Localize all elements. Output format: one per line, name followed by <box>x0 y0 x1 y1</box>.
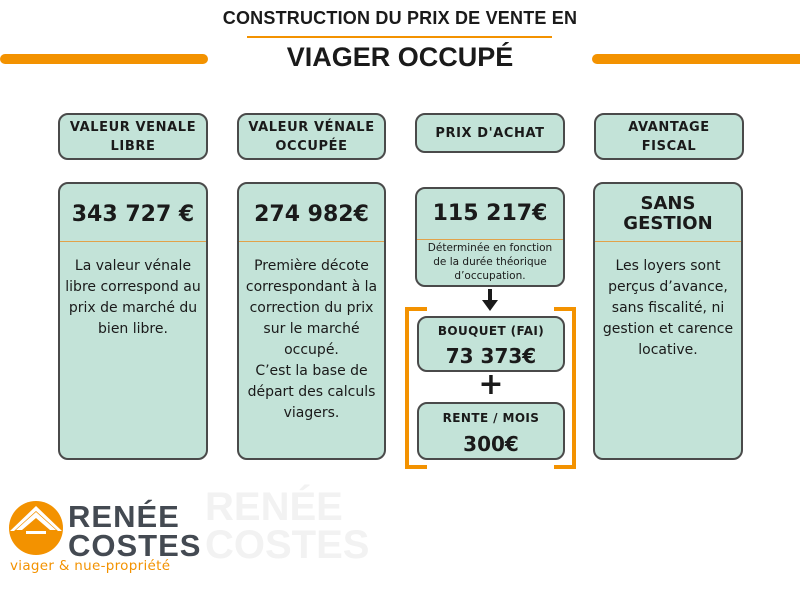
desc-prix-achat: Déterminée en fonction de la durée théorique d’occupation. <box>427 242 553 282</box>
title-top: CONSTRUCTION DU PRIX DE VENTE EN <box>222 8 578 28</box>
arrow-down-icon <box>480 289 500 313</box>
desc-valeur-occupee: Première décote correspondant à la correction du prix sur le marché occupé. C’est la base de départ des calculs viagers. <box>245 258 378 421</box>
brand-name-line1: RENÉE <box>68 499 180 534</box>
label-valeur-venale-occupee: VALEUR VÉNALE OCCUPÉE <box>237 113 386 160</box>
card-valeur-occupee <box>237 182 386 460</box>
amount-valeur-libre: 343 727 € <box>71 202 195 227</box>
watermark-ghost: RENÉE COSTES <box>205 485 370 567</box>
bouquet-label: BOUQUET (FAI) <box>437 324 545 338</box>
brand-tagline: viager & nue-propriété <box>10 558 171 574</box>
house-roof-icon <box>8 500 64 556</box>
label-valeur-venale-libre: VALEUR VENALE LIBRE <box>58 113 208 160</box>
amount-valeur-occupee: 274 982€ <box>254 202 369 227</box>
card-rente <box>417 402 565 460</box>
card-valeur-libre <box>58 182 208 460</box>
card-divider <box>417 239 563 240</box>
card-divider <box>595 241 741 242</box>
card-bouquet <box>417 316 565 372</box>
left-decor-bar <box>0 54 208 64</box>
card-avantage-fiscal <box>593 182 743 460</box>
rente-amount: 300€ <box>463 432 519 456</box>
brand-name-line2: COSTES <box>68 528 202 563</box>
card-divider <box>239 241 384 242</box>
desc-valeur-libre: La valeur vénale libre correspond au prix de marché du bien libre. <box>65 258 201 337</box>
card-divider <box>60 241 206 242</box>
desc-avantage-fiscal: Les loyers sont perçus d’avance, sans fiscalité, ni gestion et carence locative. <box>602 258 734 358</box>
card-prix-achat <box>415 187 565 287</box>
rente-label: RENTE / MOIS <box>442 411 540 425</box>
amount-avantage-fiscal: SANS GESTION <box>623 193 713 234</box>
amount-prix-achat: 115 217€ <box>432 201 548 226</box>
page-title: VIAGER OCCUPÉ <box>286 42 514 72</box>
bouquet-amount: 73 373€ <box>445 344 537 368</box>
label-avantage-fiscal: AVANTAGE FISCAL <box>594 113 744 160</box>
label-prix-achat: PRIX D'ACHAT <box>415 113 565 153</box>
title-underline <box>247 36 552 38</box>
plus-sign: + <box>478 367 504 402</box>
right-decor-bar <box>592 54 800 64</box>
